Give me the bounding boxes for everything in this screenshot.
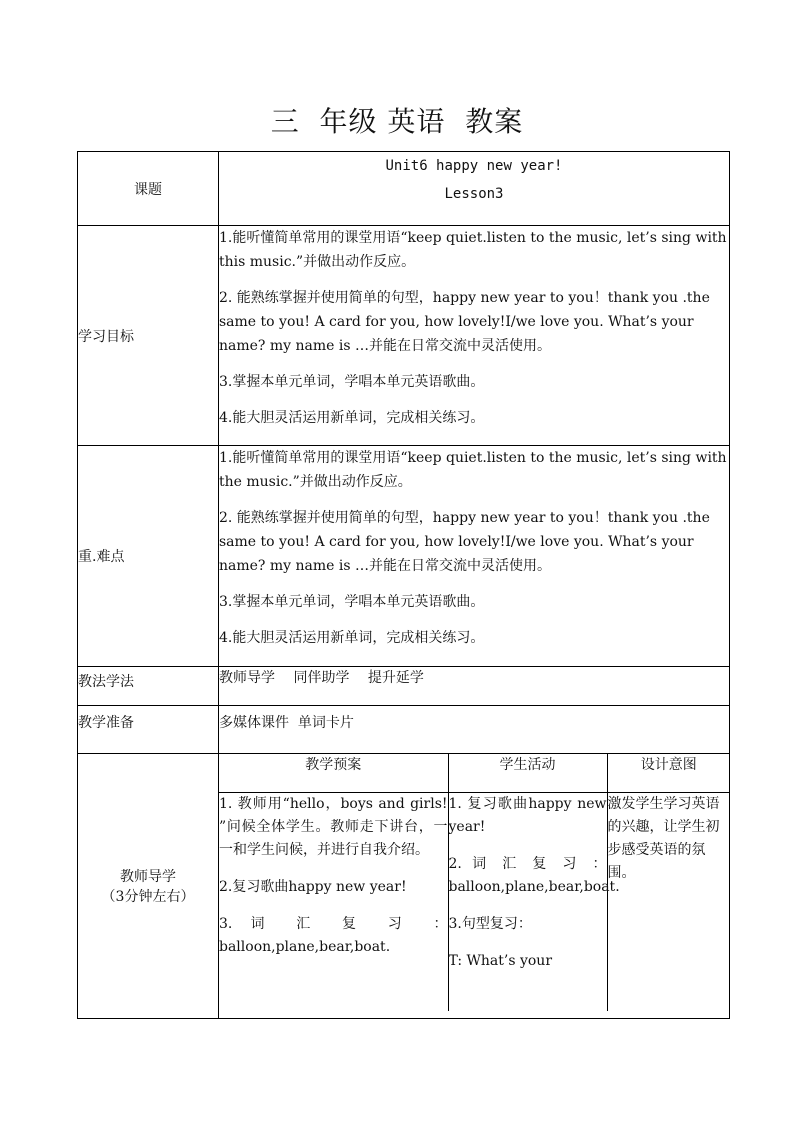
plan-cell <box>219 793 448 1012</box>
objective-item: 3.掌握本单元单词，学唱本单元英语歌曲。 <box>219 374 485 390</box>
objective-item: 2. 能熟练掌握并使用简单的句型，happy new year to you！thank you .the same to you! A card for you, how lovely!I/we love you. What’s your name? my name is …并能在日常交流中灵活使用。 <box>219 290 710 354</box>
teaching-label <box>78 754 219 1019</box>
plan-step: 3. 词 汇 复 习 ：balloon,plane,bear,boat. <box>219 916 448 955</box>
plan-step: 1. 教师用“hello，boys and girls! ”问候全体学生。教师走下讲台，一一和学生问候，并进行自我介绍。 <box>219 796 448 858</box>
key-points-label: 重.难点 <box>78 446 219 667</box>
teaching-header-row <box>219 754 730 793</box>
methods-label: 教法学法 <box>78 667 219 706</box>
topic-content <box>219 152 730 226</box>
teaching-label-time: （3分钟左右） <box>101 889 195 905</box>
preparation-row <box>78 706 730 754</box>
lesson-plan-table <box>77 151 730 1019</box>
col-header-intent: 设计意图 <box>607 754 730 793</box>
student-step: 3.句型复习： <box>448 916 532 932</box>
key-point-item: 4.能大胆灵活运用新单词，完成相关练习。 <box>219 630 485 646</box>
topic-label: 课题 <box>78 152 219 226</box>
intent-cell: 激发学生学习英语的兴趣，让学生初步感受英语的氛围。 <box>607 793 730 1012</box>
preparation-content: 多媒体课件 单词卡片 <box>219 706 730 754</box>
teaching-label-main: 教师导学 <box>120 869 176 885</box>
topic-lesson: Lesson3 <box>444 186 504 202</box>
topic-unit: Unit6 happy new year! <box>385 158 563 174</box>
teaching-content <box>219 754 730 1019</box>
methods-content: 教师导学 同伴助学 提升延学 <box>219 667 730 706</box>
teaching-inner-table <box>219 754 730 1011</box>
objectives-content <box>219 226 730 446</box>
preparation-label: 教学准备 <box>78 706 219 754</box>
methods-row <box>78 667 730 706</box>
key-point-item: 3.掌握本单元单词，学唱本单元英语歌曲。 <box>219 594 485 610</box>
student-step: T: What’s your <box>448 953 553 969</box>
key-point-item: 1.能听懂简单常用的课堂用语“keep quiet.listen to the music, let’s sing with the music.”并做出动作反应。 <box>219 450 727 490</box>
objectives-row <box>78 226 730 446</box>
key-point-item: 2. 能熟练掌握并使用简单的句型，happy new year to you！thank you .the same to you! A card for you, how lovely!I/we love you. What’s your name? my name is …并能在日常交流中灵活使用。 <box>219 510 710 574</box>
teaching-row <box>78 754 730 1019</box>
col-header-plan: 教学预案 <box>219 754 448 793</box>
key-points-content <box>219 446 730 667</box>
student-cell <box>448 793 620 1012</box>
objective-item: 4.能大胆灵活运用新单词，完成相关练习。 <box>219 410 485 426</box>
objectives-label: 学习目标 <box>78 226 219 446</box>
document-title: 三 年级 英语 教案 <box>270 105 524 138</box>
teaching-body-row <box>219 793 730 1012</box>
plan-step: 2.复习歌曲happy new year! <box>219 879 407 895</box>
key-points-row <box>78 446 730 667</box>
topic-row <box>78 152 730 226</box>
student-step: 1. 复习歌曲happy new year! <box>448 796 607 835</box>
col-header-student: 学生活动 <box>448 754 607 793</box>
objective-item: 1.能听懂简单常用的课堂用语“keep quiet.listen to the music, let’s sing with this music.”并做出动作反应。 <box>219 230 727 270</box>
student-step: 2. 词 汇 复 习 ：balloon,plane,bear,boat. <box>448 856 620 895</box>
